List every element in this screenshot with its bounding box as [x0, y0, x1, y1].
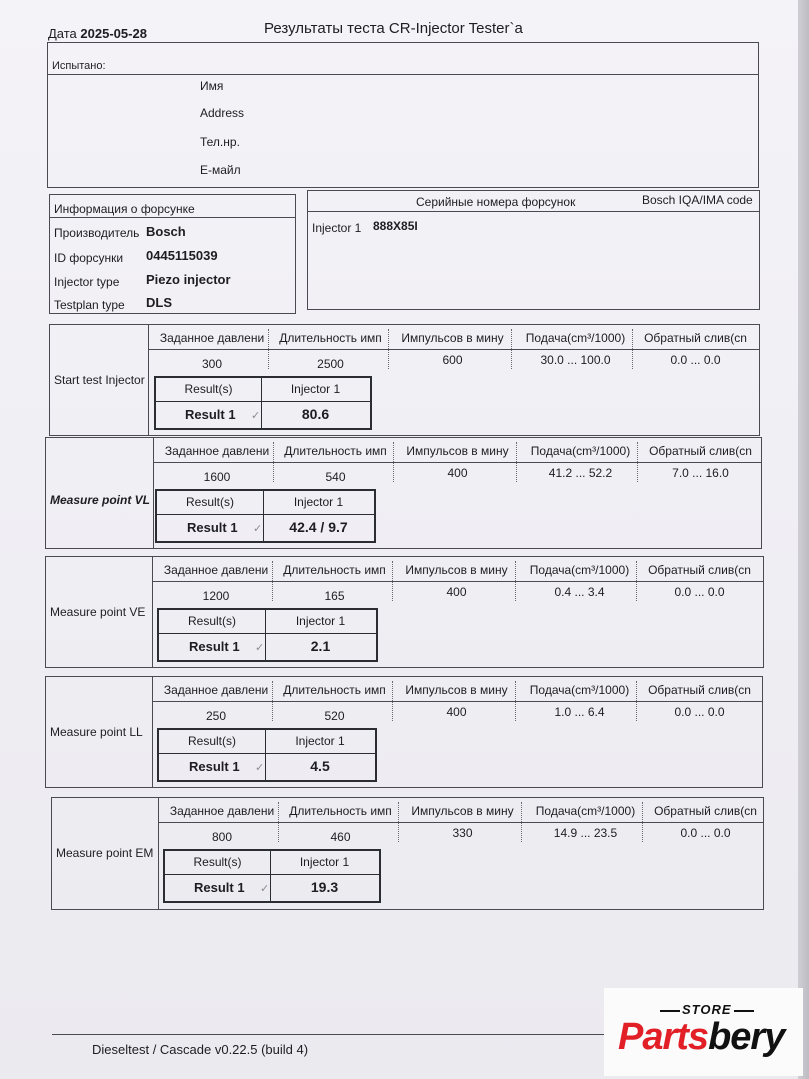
results-label: Result(s)	[185, 495, 234, 509]
test-name: Measure point EM	[56, 846, 154, 860]
field-name: Имя	[200, 79, 224, 93]
manufacturer-value: Bosch	[146, 224, 186, 239]
column-header: Длительность имп	[279, 331, 382, 345]
column-header: Импульсов в мину	[401, 331, 504, 345]
column-header: Длительность имп	[284, 444, 387, 458]
injector-id-value: 0445115039	[146, 248, 218, 263]
return-value: 0.0 ... 0.0	[674, 705, 725, 719]
duration-value: 540	[325, 470, 346, 484]
duration-value: 165	[324, 589, 345, 603]
column-header: Подача(cm³/1000)	[525, 331, 626, 345]
check-icon: ✓	[255, 642, 265, 654]
column-header: Заданное давлени	[163, 563, 269, 577]
column-header: Импульсов в мину	[405, 563, 508, 577]
result1-label: Result 1	[185, 407, 236, 422]
delivery-value: 0.4 ... 3.4	[554, 585, 605, 599]
return-value: 0.0 ... 0.0	[670, 353, 721, 367]
pulses-value: 330	[452, 826, 473, 840]
report-date: Дата 2025-05-28	[48, 26, 147, 41]
delivery-value: 14.9 ... 23.5	[553, 826, 618, 840]
check-icon: ✓	[255, 762, 265, 774]
result-table	[154, 376, 372, 430]
testplan-type-label: Testplan type	[54, 298, 125, 312]
column-header: Длительность имп	[283, 563, 386, 577]
test-name: Measure point VE	[50, 605, 146, 619]
test-name: Start test Injector	[54, 373, 145, 387]
pulses-value: 400	[446, 585, 467, 599]
field-address: Address	[200, 106, 245, 120]
column-header: Заданное давлени	[169, 804, 275, 818]
logo-store-text: STORE	[682, 1002, 732, 1017]
test-section	[45, 676, 763, 788]
duration-value: 2500	[317, 357, 344, 371]
column-header: Подача(cm³/1000)	[530, 444, 631, 458]
result1-label: Result 1	[194, 880, 245, 895]
serials-box	[307, 190, 760, 310]
delivery-value: 41.2 ... 52.2	[548, 466, 613, 480]
return-value: 0.0 ... 0.0	[680, 826, 731, 840]
result-value: 2.1	[310, 638, 331, 654]
serial-injector-value: 888X85I	[373, 219, 418, 233]
tested-box	[47, 42, 759, 188]
field-email: Е-майл	[200, 163, 241, 177]
injector-label: Injector 1	[290, 382, 341, 396]
page-edge	[798, 0, 809, 1079]
result-table	[157, 728, 377, 782]
test-section	[45, 556, 764, 668]
duration-value: 520	[324, 709, 345, 723]
check-icon: ✓	[251, 410, 261, 422]
injector-type-value: Piezo injector	[146, 272, 231, 287]
field-phone: Тел.нр.	[200, 135, 240, 149]
test-section	[49, 324, 760, 436]
test-section	[45, 437, 762, 549]
column-header: Подача(cm³/1000)	[529, 683, 630, 697]
column-header: Обратный слив(cn	[648, 563, 751, 577]
injector-id-label: ID форсунки	[54, 251, 124, 265]
column-header: Импульсов в мину	[405, 683, 508, 697]
pulses-value: 400	[446, 705, 467, 719]
pressure-value: 1200	[202, 589, 230, 603]
column-header: Обратный слив(cn	[649, 444, 752, 458]
serials-title: Серийные номера форсунок	[416, 195, 576, 209]
column-header: Подача(cm³/1000)	[535, 804, 636, 818]
serial-injector-label: Injector 1	[312, 221, 362, 235]
column-header: Обратный слив(cn	[654, 804, 757, 818]
return-value: 7.0 ... 16.0	[672, 466, 729, 480]
injector-label: Injector 1	[295, 614, 346, 628]
test-name: Measure point VL	[50, 493, 151, 507]
manufacturer-label: Производитель	[54, 226, 140, 240]
results-label: Result(s)	[184, 382, 233, 396]
report-title: Результаты теста CR-Injector Tester`a	[264, 20, 523, 37]
column-header: Импульсов в мину	[411, 804, 514, 818]
partsbery-logo	[604, 988, 803, 1076]
column-header: Заданное давлени	[163, 683, 269, 697]
injector-label: Injector 1	[293, 495, 344, 509]
injector-info-box	[49, 194, 296, 314]
result-table	[163, 849, 381, 903]
pressure-value: 1600	[203, 470, 231, 484]
results-label: Result(s)	[187, 614, 236, 628]
column-header: Заданное давлени	[164, 444, 270, 458]
injector-label: Injector 1	[295, 734, 345, 748]
duration-value: 460	[330, 830, 351, 844]
test-name: Measure point LL	[50, 725, 143, 739]
result1-label: Result 1	[189, 639, 240, 654]
check-icon: ✓	[260, 883, 270, 895]
footer-version: Dieseltest / Cascade v0.22.5 (build 4)	[92, 1042, 309, 1057]
pressure-value: 250	[205, 709, 227, 723]
injector-type-label: Injector type	[54, 275, 120, 289]
test-section	[51, 797, 764, 910]
result1-label: Result 1	[187, 520, 238, 535]
column-header: Обратный слив(cn	[648, 683, 751, 697]
pulses-value: 400	[447, 466, 468, 480]
delivery-value: 1.0 ... 6.4	[554, 705, 605, 719]
result-table	[157, 608, 378, 662]
serials-code-title: Bosch IQA/IMA code	[642, 193, 753, 207]
results-label: Result(s)	[193, 855, 242, 869]
pulses-value: 600	[442, 353, 463, 367]
results-label: Result(s)	[187, 734, 236, 748]
result-value: 80.6	[301, 406, 330, 422]
check-icon: ✓	[253, 523, 263, 535]
footer-rule	[52, 1034, 612, 1035]
tested-title: Испытано:	[52, 60, 106, 72]
column-header: Импульсов в мину	[406, 444, 509, 458]
column-header: Подача(cm³/1000)	[529, 563, 630, 577]
result-value: 42.4 / 9.7	[289, 519, 348, 535]
column-header: Заданное давлени	[159, 331, 265, 345]
testplan-type-value: DLS	[146, 295, 172, 310]
column-header: Длительность имп	[283, 683, 386, 697]
result1-label: Result 1	[189, 759, 240, 774]
injector-info-title: Информация о форсунке	[54, 202, 195, 216]
pressure-value: 300	[201, 357, 223, 371]
injector-label: Injector 1	[299, 855, 350, 869]
result-value: 19.3	[310, 879, 339, 895]
pressure-value: 800	[211, 830, 233, 844]
return-value: 0.0 ... 0.0	[674, 585, 725, 599]
column-header: Обратный слив(cn	[644, 331, 747, 345]
result-value: 4.5	[310, 758, 330, 774]
logo-brand: Partsbery	[618, 1016, 785, 1058]
delivery-value: 30.0 ... 100.0	[540, 353, 611, 367]
column-header: Длительность имп	[289, 804, 392, 818]
result-table	[155, 489, 376, 543]
